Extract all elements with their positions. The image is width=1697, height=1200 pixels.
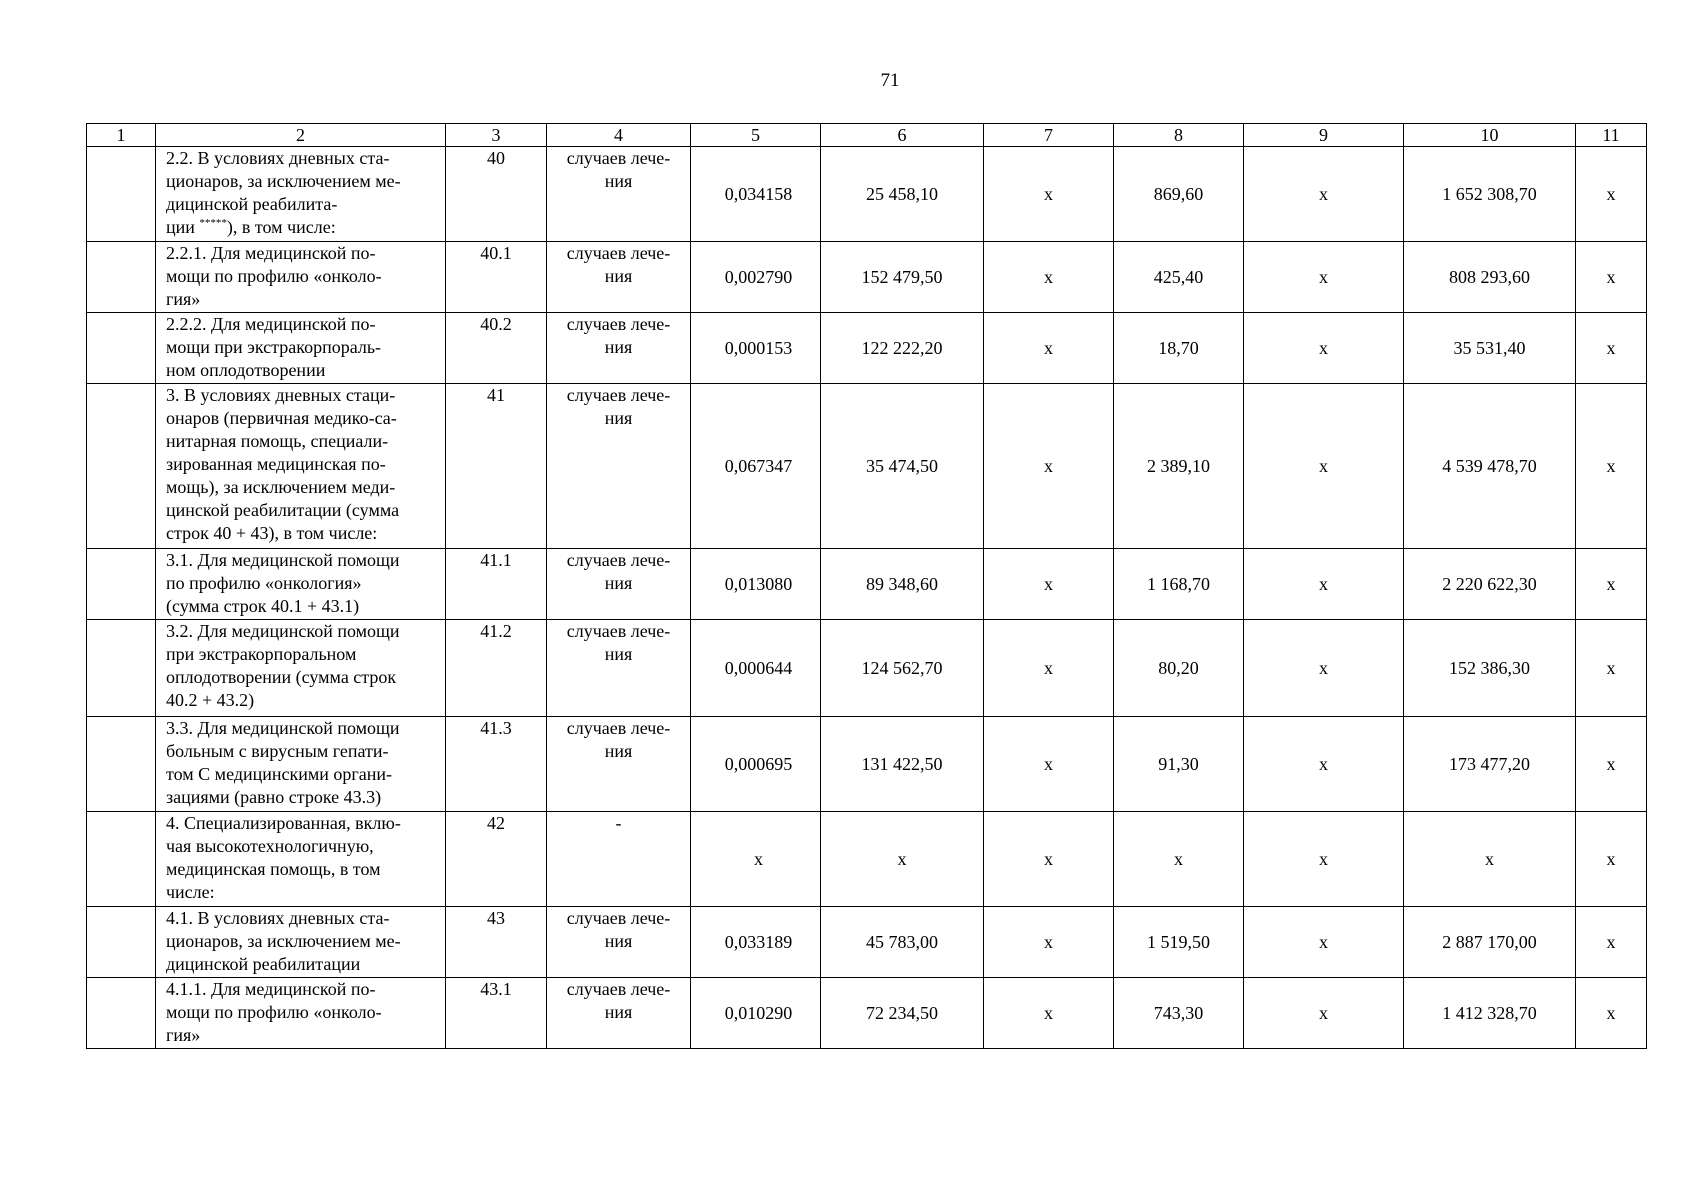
value-cell-c6: 72 234,50: [821, 978, 984, 1049]
unit-line: случаев лече-: [566, 550, 671, 570]
value-cell-c11: х: [1576, 907, 1647, 978]
row-code-cell: 42: [446, 812, 547, 907]
value-cell-c8: 743,30: [1114, 978, 1244, 1049]
unit-cell: [547, 242, 691, 313]
value-cell-c5: х: [691, 812, 821, 907]
unit-cell: [547, 907, 691, 978]
unit-line: ния: [604, 171, 633, 191]
row-code-cell: 41.1: [446, 549, 547, 620]
description-cell: [156, 549, 446, 620]
description-cell: [156, 147, 446, 242]
value-cell-c8: 1 519,50: [1114, 907, 1244, 978]
table-row: [87, 147, 1647, 242]
header-cell: 9: [1244, 124, 1404, 147]
description-line: мощь), за исключением меди-: [166, 477, 396, 497]
unit-cell: [547, 978, 691, 1049]
description-text: ции: [166, 217, 200, 237]
value-cell-c7: х: [984, 549, 1114, 620]
value-cell-c6: 89 348,60: [821, 549, 984, 620]
value-cell-c9: х: [1244, 313, 1404, 384]
row-number-cell: [87, 978, 156, 1049]
description-line: при экстракорпоральном: [166, 644, 357, 664]
value-cell-c6: 122 222,20: [821, 313, 984, 384]
description-line: [166, 216, 441, 239]
description-line: ционаров, за исключением ме-: [166, 171, 401, 191]
row-number-cell: [87, 620, 156, 717]
value-cell-c10: 4 539 478,70: [1404, 384, 1576, 549]
row-code-cell: 41.2: [446, 620, 547, 717]
row-code-cell: 43.1: [446, 978, 547, 1049]
unit-line: случаев лече-: [566, 718, 671, 738]
value-cell-c6: 35 474,50: [821, 384, 984, 549]
table-row: [87, 620, 1647, 717]
value-cell-c5: 0,000695: [691, 717, 821, 812]
table-header-row: [87, 124, 1647, 147]
unit-line: ния: [604, 644, 633, 664]
value-cell-c10: 1 652 308,70: [1404, 147, 1576, 242]
unit-line: случаев лече-: [566, 908, 671, 928]
data-table: [86, 123, 1647, 1049]
value-cell-c7: х: [984, 313, 1114, 384]
description-line: гия»: [166, 1025, 201, 1045]
description-text: ), в том числе:: [226, 217, 336, 237]
unit-line: ния: [604, 573, 633, 593]
value-cell-c8: 1 168,70: [1114, 549, 1244, 620]
value-cell-c11: х: [1576, 978, 1647, 1049]
header-cell: 11: [1576, 124, 1647, 147]
table-row: [87, 812, 1647, 907]
description-line: ном оплодотворении: [166, 360, 326, 380]
value-cell-c5: 0,000153: [691, 313, 821, 384]
value-cell-c5: 0,067347: [691, 384, 821, 549]
value-cell-c8: 869,60: [1114, 147, 1244, 242]
description-line: больным с вирусным гепати-: [166, 741, 389, 761]
unit-line: случаев лече-: [566, 314, 671, 334]
header-cell: 4: [547, 124, 691, 147]
description-line: числе:: [166, 882, 215, 902]
page-number: 71: [880, 70, 900, 91]
value-cell-c10: 1 412 328,70: [1404, 978, 1576, 1049]
header-cell: 1: [87, 124, 156, 147]
description-line: гия»: [166, 289, 201, 309]
value-cell-c11: х: [1576, 313, 1647, 384]
value-cell-c10: 808 293,60: [1404, 242, 1576, 313]
unit-line: случаев лече-: [566, 243, 671, 263]
description-line: 3. В условиях дневных стаци-: [166, 385, 396, 405]
unit-line: случаев лече-: [566, 621, 671, 641]
value-cell-c10: 173 477,20: [1404, 717, 1576, 812]
value-cell-c10: х: [1404, 812, 1576, 907]
table-row: [87, 717, 1647, 812]
description-cell: [156, 717, 446, 812]
value-cell-c11: х: [1576, 549, 1647, 620]
table-row: [87, 384, 1647, 549]
value-cell-c7: х: [984, 812, 1114, 907]
description-line: мощи по профилю «онколо-: [166, 1002, 382, 1022]
value-cell-c6: 152 479,50: [821, 242, 984, 313]
description-line: дицинской реабилитации: [166, 954, 361, 974]
description-cell: [156, 812, 446, 907]
value-cell-c9: х: [1244, 147, 1404, 242]
description-line: 3.2. Для медицинской помощи: [166, 621, 400, 641]
value-cell-c10: 152 386,30: [1404, 620, 1576, 717]
unit-cell: [547, 384, 691, 549]
row-number-cell: [87, 147, 156, 242]
value-cell-c6: 45 783,00: [821, 907, 984, 978]
row-code-cell: 40.2: [446, 313, 547, 384]
value-cell-c8: 91,30: [1114, 717, 1244, 812]
value-cell-c5: 0,034158: [691, 147, 821, 242]
value-cell-c9: х: [1244, 717, 1404, 812]
unit-cell: [547, 549, 691, 620]
header-cell: 10: [1404, 124, 1576, 147]
description-line: строк 40 + 43), в том числе:: [166, 523, 378, 543]
value-cell-c5: 0,013080: [691, 549, 821, 620]
row-code-cell: 40.1: [446, 242, 547, 313]
value-cell-c6: 131 422,50: [821, 717, 984, 812]
description-line: зациями (равно строке 43.3): [166, 787, 382, 807]
value-cell-c9: х: [1244, 978, 1404, 1049]
header-cell: 8: [1114, 124, 1244, 147]
description-cell: [156, 313, 446, 384]
description-cell: [156, 978, 446, 1049]
description-line: 3.3. Для медицинской помощи: [166, 718, 400, 738]
unit-line: случаев лече-: [566, 148, 671, 168]
header-cell: 3: [446, 124, 547, 147]
unit-cell: [547, 620, 691, 717]
description-cell: [156, 384, 446, 549]
description-line: чая высокотехнологичную,: [166, 836, 374, 856]
value-cell-c8: 18,70: [1114, 313, 1244, 384]
value-cell-c10: 2 220 622,30: [1404, 549, 1576, 620]
value-cell-c10: 35 531,40: [1404, 313, 1576, 384]
row-number-cell: [87, 907, 156, 978]
description-line: медицинская помощь, в том: [166, 859, 381, 879]
footnote-marker: *****: [199, 217, 227, 229]
table-row: [87, 313, 1647, 384]
value-cell-c7: х: [984, 384, 1114, 549]
value-cell-c10: 2 887 170,00: [1404, 907, 1576, 978]
value-cell-c6: 124 562,70: [821, 620, 984, 717]
value-cell-c7: х: [984, 978, 1114, 1049]
description-line: 4.1.1. Для медицинской по-: [166, 979, 376, 999]
description-line: дицинской реабилита-: [166, 194, 338, 214]
unit-cell: [547, 147, 691, 242]
value-cell-c11: х: [1576, 812, 1647, 907]
value-cell-c9: х: [1244, 907, 1404, 978]
description-line: оплодотворении (сумма строк: [166, 667, 397, 687]
value-cell-c8: х: [1114, 812, 1244, 907]
unit-line: ния: [604, 741, 633, 761]
value-cell-c7: х: [984, 620, 1114, 717]
value-cell-c11: х: [1576, 147, 1647, 242]
value-cell-c9: х: [1244, 384, 1404, 549]
description-line: по профилю «онкология»: [166, 573, 362, 593]
row-code-cell: 40: [446, 147, 547, 242]
value-cell-c9: х: [1244, 812, 1404, 907]
row-number-cell: [87, 384, 156, 549]
value-cell-c11: х: [1576, 717, 1647, 812]
table-row: [87, 978, 1647, 1049]
value-cell-c5: 0,010290: [691, 978, 821, 1049]
value-cell-c9: х: [1244, 620, 1404, 717]
description-line: 2.2.2. Для медицинской по-: [166, 314, 376, 334]
description-line: 40.2 + 43.2): [166, 690, 255, 710]
description-line: онаров (первичная медико-са-: [166, 408, 397, 428]
value-cell-c5: 0,033189: [691, 907, 821, 978]
description-line: 2.2. В условиях дневных ста-: [166, 148, 390, 168]
table-row: [87, 907, 1647, 978]
description-cell: [156, 242, 446, 313]
header-cell: 6: [821, 124, 984, 147]
description-cell: [156, 907, 446, 978]
unit-cell: [547, 812, 691, 907]
description-cell: [156, 620, 446, 717]
description-line: нитарная помощь, специали-: [166, 431, 389, 451]
description-line: 3.1. Для медицинской помощи: [166, 550, 400, 570]
description-line: 4. Специализированная, вклю-: [166, 813, 401, 833]
row-code-cell: 43: [446, 907, 547, 978]
row-code-cell: 41: [446, 384, 547, 549]
unit-line: ния: [604, 931, 633, 951]
description-line: 2.2.1. Для медицинской по-: [166, 243, 376, 263]
value-cell-c7: х: [984, 147, 1114, 242]
unit-line: ния: [604, 408, 633, 428]
row-number-cell: [87, 549, 156, 620]
row-number-cell: [87, 717, 156, 812]
value-cell-c9: х: [1244, 242, 1404, 313]
description-line: цинской реабилитации (сумма: [166, 500, 400, 520]
value-cell-c5: 0,002790: [691, 242, 821, 313]
description-line: 4.1. В условиях дневных ста-: [166, 908, 390, 928]
value-cell-c8: 80,20: [1114, 620, 1244, 717]
header-cell: 5: [691, 124, 821, 147]
description-line: мощи при экстракорпораль-: [166, 337, 382, 357]
description-line: том С медицинскими органи-: [166, 764, 393, 784]
unit-line: ния: [604, 337, 633, 357]
table-row: [87, 549, 1647, 620]
value-cell-c9: х: [1244, 549, 1404, 620]
row-number-cell: [87, 812, 156, 907]
row-number-cell: [87, 313, 156, 384]
value-cell-c5: 0,000644: [691, 620, 821, 717]
description-line: (сумма строк 40.1 + 43.1): [166, 596, 360, 616]
unit-line: случаев лече-: [566, 979, 671, 999]
value-cell-c7: х: [984, 717, 1114, 812]
value-cell-c7: х: [984, 907, 1114, 978]
table-row: [87, 242, 1647, 313]
description-line: мощи по профилю «онколо-: [166, 266, 382, 286]
value-cell-c11: х: [1576, 620, 1647, 717]
row-number-cell: [87, 242, 156, 313]
value-cell-c6: 25 458,10: [821, 147, 984, 242]
header-cell: 2: [156, 124, 446, 147]
value-cell-c8: 425,40: [1114, 242, 1244, 313]
unit-line: ния: [604, 266, 633, 286]
row-code-cell: 41.3: [446, 717, 547, 812]
value-cell-c11: х: [1576, 242, 1647, 313]
value-cell-c8: 2 389,10: [1114, 384, 1244, 549]
unit-line: случаев лече-: [566, 385, 671, 405]
value-cell-c6: х: [821, 812, 984, 907]
value-cell-c11: х: [1576, 384, 1647, 549]
value-cell-c7: х: [984, 242, 1114, 313]
description-line: ционаров, за исключением ме-: [166, 931, 401, 951]
unit-line: ния: [604, 1002, 633, 1022]
unit-cell: [547, 313, 691, 384]
header-cell: 7: [984, 124, 1114, 147]
unit-line: -: [615, 813, 622, 833]
description-line: зированная медицинская по-: [166, 454, 386, 474]
unit-cell: [547, 717, 691, 812]
